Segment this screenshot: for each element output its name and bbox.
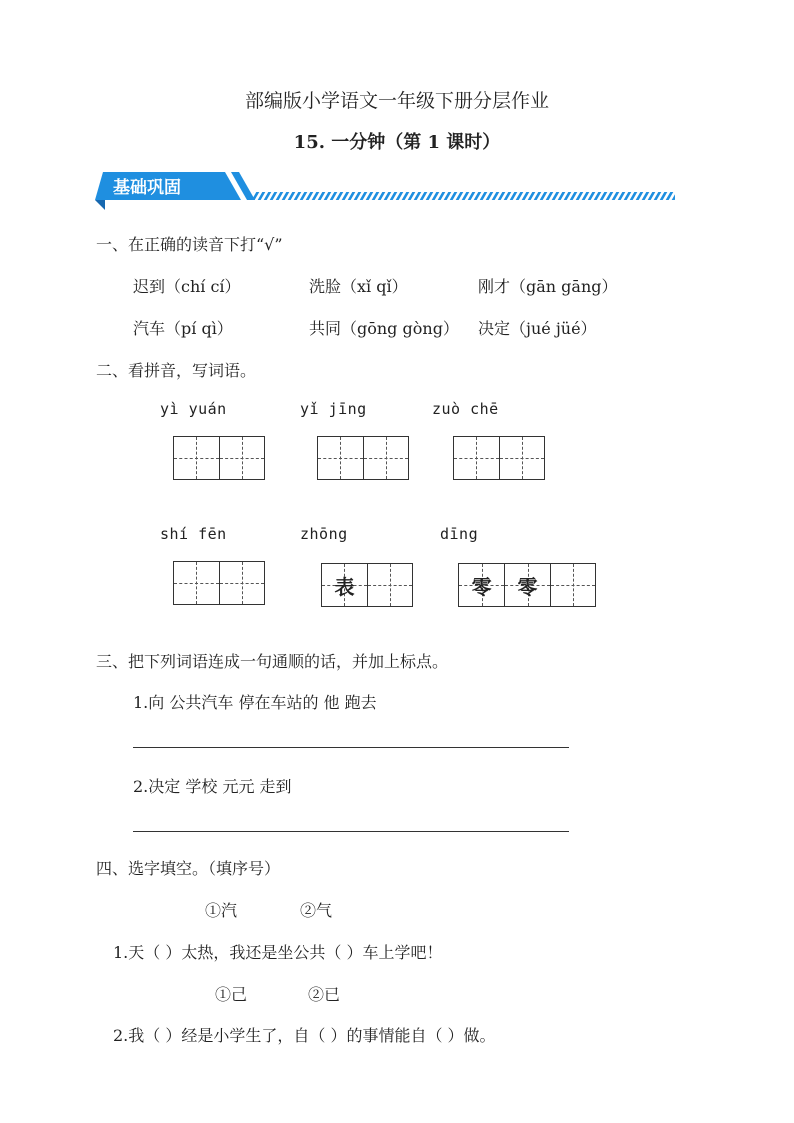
grid-cell[interactable] bbox=[499, 437, 544, 479]
grid-cell[interactable] bbox=[219, 437, 264, 479]
answer-line[interactable] bbox=[133, 831, 569, 832]
grid-cell[interactable] bbox=[459, 564, 504, 606]
grid-cell[interactable] bbox=[454, 437, 499, 479]
q4-option: ①己 bbox=[215, 985, 248, 1004]
pinyin-label: yǐ jīng bbox=[300, 400, 367, 418]
grid-cell[interactable] bbox=[550, 564, 595, 606]
q1-item: 共同（gōng gòng） bbox=[309, 319, 459, 338]
q4-sentence-2: 2.我（ ）经是小学生了，自（ ）的事情能自（ ）做。 bbox=[113, 1026, 496, 1045]
q3-sentence-2: 2.决定 学校 元元 走到 bbox=[133, 777, 292, 796]
grid-cell[interactable] bbox=[367, 564, 412, 606]
given-character: 表 bbox=[334, 574, 355, 599]
given-character: 零 bbox=[471, 574, 492, 599]
writing-grid[interactable] bbox=[317, 436, 409, 480]
grid-cell[interactable] bbox=[504, 564, 549, 606]
grid-cell[interactable] bbox=[174, 437, 219, 479]
q1-item: 决定（jué jüé） bbox=[478, 319, 597, 338]
grid-cell[interactable] bbox=[363, 437, 408, 479]
pinyin-label: dīng bbox=[440, 525, 479, 543]
grid-cell[interactable] bbox=[318, 437, 363, 479]
writing-grid[interactable] bbox=[453, 436, 545, 480]
pinyin-label: yì yuán bbox=[160, 400, 227, 418]
pinyin-label: zhōng bbox=[300, 525, 348, 543]
writing-grid[interactable] bbox=[321, 563, 413, 607]
q1-item: 汽车（pí qì） bbox=[133, 319, 233, 338]
grid-cell[interactable] bbox=[219, 562, 264, 604]
writing-grid[interactable] bbox=[173, 436, 265, 480]
q1-item: 迟到（chí cí） bbox=[133, 277, 241, 296]
q1-item: 洗脸（xǐ qǐ） bbox=[309, 277, 408, 296]
banner-fold-shape bbox=[95, 200, 105, 210]
pinyin-label: shí fēn bbox=[160, 525, 227, 543]
q4-option: ②已 bbox=[308, 985, 341, 1004]
q2-title: 二、看拼音，写词语。 bbox=[96, 361, 257, 380]
q4-option: ②气 bbox=[300, 901, 333, 920]
writing-grid[interactable] bbox=[458, 563, 596, 607]
banner-label: 基础巩固 bbox=[113, 178, 181, 198]
given-character: 零 bbox=[517, 574, 538, 599]
section-banner bbox=[95, 170, 680, 214]
q3-sentence-1: 1.向 公共汽车 停在车站的 他 跑去 bbox=[133, 693, 377, 712]
q3-title: 三、把下列词语连成一句通顺的话，并加上标点。 bbox=[96, 652, 449, 671]
grid-cell[interactable] bbox=[322, 564, 367, 606]
q4-sentence-1: 1.天（ ）太热，我还是坐公共（ ）车上学吧！ bbox=[113, 943, 443, 962]
grid-cell[interactable] bbox=[174, 562, 219, 604]
banner-stripe-bar bbox=[253, 192, 675, 200]
q1-item: 刚才（gān gāng） bbox=[478, 277, 618, 296]
q1-title: 一、在正确的读音下打“√” bbox=[96, 235, 283, 254]
q4-title: 四、选字填空。（填序号） bbox=[96, 859, 281, 878]
writing-grid[interactable] bbox=[173, 561, 265, 605]
pinyin-label: zuò chē bbox=[432, 400, 499, 418]
worksheet-title: 部编版小学语文一年级下册分层作业 bbox=[244, 90, 549, 112]
lesson-title: 15. 一分钟（第 1 课时） bbox=[293, 132, 501, 153]
q4-option: ①汽 bbox=[205, 901, 238, 920]
answer-line[interactable] bbox=[133, 747, 569, 748]
